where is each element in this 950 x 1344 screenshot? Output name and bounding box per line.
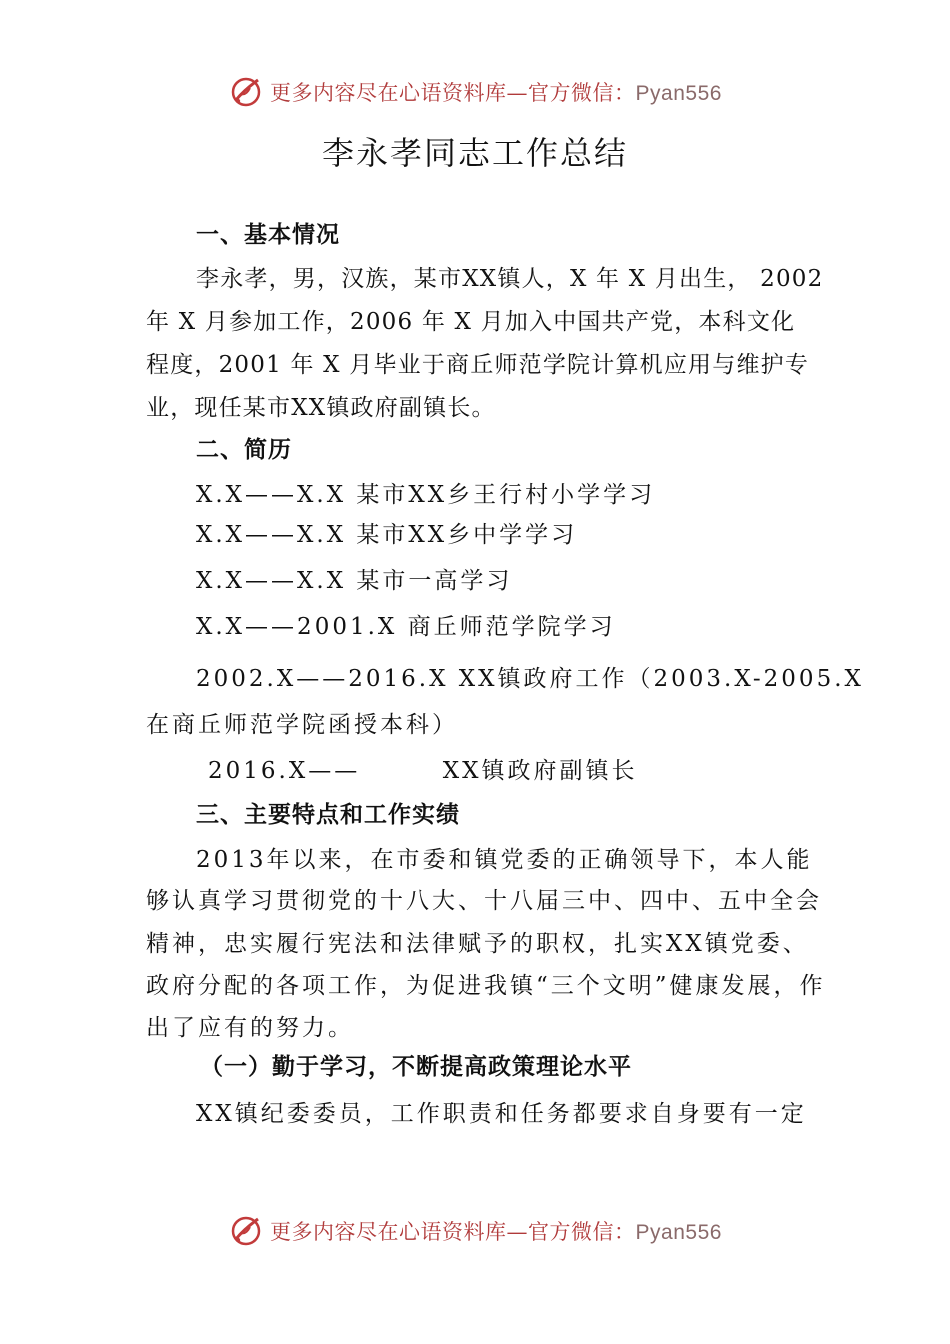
banner-wechat-id: Pyan556	[635, 82, 722, 105]
resume-item-4: X.X——2001.X 商丘师范学院学习	[196, 614, 616, 640]
study-line-1: XX镇纪委委员，工作职责和任务都要求自身要有一定	[196, 1101, 807, 1127]
footer-watermark-banner	[0, 1211, 950, 1251]
basic-line-1: 李永孝，男，汉族，某市XX镇人，X 年 X 月出生， 2002	[196, 266, 824, 292]
basic-line-3: 程度，2001 年 X 月毕业于商丘师范学院计算机应用与维护专	[146, 352, 810, 378]
header-watermark-banner	[0, 72, 950, 112]
achievement-line-2: 够认真学习贯彻党的十八大、十八届三中、四中、五中全会	[146, 888, 822, 914]
resume-item-5-cont: 在商丘师范学院函授本科）	[146, 712, 458, 738]
basic-line-2: 年 X 月参加工作，2006 年 X 月加入中国共产党，本科文化	[146, 309, 796, 335]
brush-logo-icon	[228, 1213, 264, 1249]
achievement-line-5: 出了应有的努力。	[146, 1015, 354, 1041]
banner-wechat-id: Pyan556	[635, 1221, 722, 1244]
achievement-line-1: 2013年以来，在市委和镇党委的正确领导下，本人能	[196, 847, 813, 873]
achievement-line-3: 精神，忠实履行宪法和法律赋予的职权，扎实XX镇党委、	[146, 931, 809, 957]
document-title: 李永孝同志工作总结	[321, 134, 628, 172]
resume-item-1: X.X——X.X 某市XX乡王行村小学学习	[196, 482, 656, 508]
banner-text: 更多内容尽在心语资料库—官方微信：Pyan556	[270, 81, 722, 105]
banner-text: 更多内容尽在心语资料库—官方微信：Pyan556	[270, 1220, 722, 1244]
resume-item-5: 2002.X——2016.X XX镇政府工作（2003.X-2005.X	[196, 666, 864, 692]
basic-line-4: 业，现任某市XX镇政府副镇长。	[146, 395, 496, 421]
resume-item-3: X.X——X.X 某市一高学习	[196, 568, 513, 594]
achievement-line-4: 政府分配的各项工作，为促进我镇“三个文明”健康发展，作	[146, 973, 826, 999]
section-heading-basic: 一、基本情况	[196, 222, 340, 248]
brush-logo-icon	[228, 74, 264, 110]
section-heading-achievements: 三、主要特点和工作实绩	[196, 802, 460, 828]
resume-item-2: X.X——X.X 某市XX乡中学学习	[196, 522, 578, 548]
subsection-heading-study: （一）勤于学习，不断提高政策理论水平	[200, 1054, 632, 1080]
resume-item-6: 2016.X—— XX镇政府副镇长	[208, 758, 638, 784]
section-heading-resume: 二、简历	[196, 437, 292, 463]
